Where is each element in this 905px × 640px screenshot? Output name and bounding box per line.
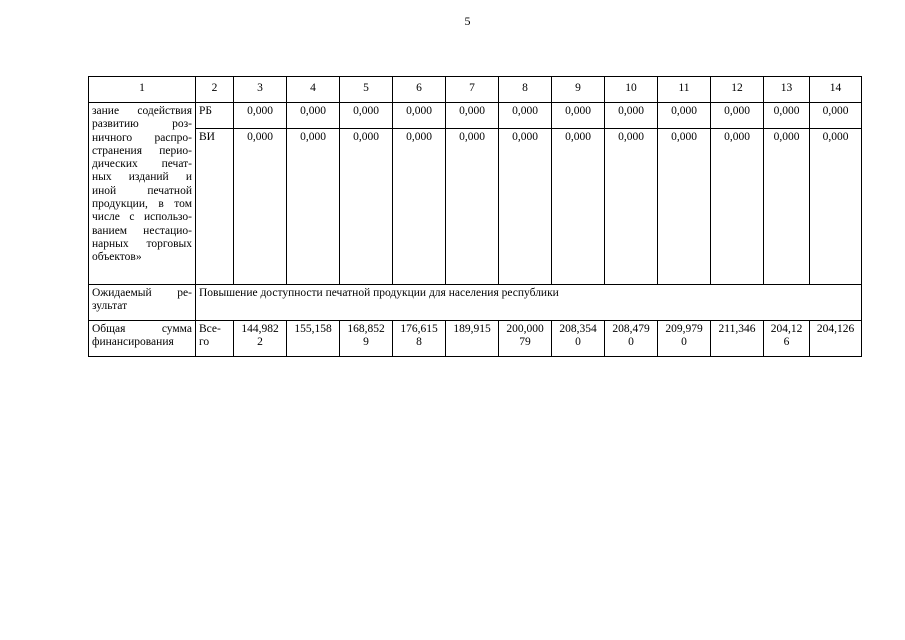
text-line: 209,979 <box>665 323 703 335</box>
rb-value-cell: 0,000 <box>340 103 393 129</box>
text-line: дических печат- <box>92 158 192 171</box>
rb-value-cell: 0,000 <box>810 103 862 129</box>
total-value-cell <box>764 321 810 357</box>
total-value-cell <box>393 321 446 357</box>
rb-value-cell: 0,000 <box>658 103 711 129</box>
source-vi: ВИ <box>196 129 234 285</box>
text-line: 9 <box>363 336 369 349</box>
vi-value-cell: 0,000 <box>340 129 393 285</box>
vi-value-cell: 0,000 <box>393 129 446 285</box>
vi-value-cell: 0,000 <box>234 129 287 285</box>
text-line: 0 <box>628 336 634 349</box>
rb-value-cell: 0,000 <box>764 103 810 129</box>
text-line: продукции, в том <box>92 198 192 211</box>
table-row-result <box>89 285 862 321</box>
text-line: го <box>199 336 210 349</box>
text-line: странения перио- <box>92 144 192 157</box>
support-name-cell <box>89 103 196 285</box>
total-value-cell <box>287 321 340 357</box>
text-line: 200,000 <box>506 323 544 335</box>
vi-value-cell: 0,000 <box>499 129 552 285</box>
total-value-cell <box>658 321 711 357</box>
text-line: 208,479 <box>612 323 650 335</box>
rb-value-cell: 0,000 <box>446 103 499 129</box>
rb-value-cell: 0,000 <box>234 103 287 129</box>
total-value-cell <box>810 321 862 357</box>
vi-value-cell: 0,000 <box>552 129 605 285</box>
text-line: ванием нестацио- <box>92 224 192 237</box>
text-line: 0 <box>681 336 687 349</box>
text-line: 189,915 <box>453 323 491 335</box>
text-line: 144,982 <box>241 323 279 335</box>
table-row-rb <box>89 103 862 129</box>
text-line: 2 <box>257 336 263 349</box>
text-line: Общая сумма <box>92 323 192 335</box>
rb-value-cell: 0,000 <box>393 103 446 129</box>
header-cell-5: 5 <box>340 77 393 103</box>
rb-value-cell: 0,000 <box>499 103 552 129</box>
text-line: 204,12 <box>770 323 803 335</box>
text-line: зание содействия <box>92 105 192 117</box>
header-cell-6: 6 <box>393 77 446 103</box>
text-line: 211,346 <box>718 323 756 335</box>
source-rb: РБ <box>196 103 234 129</box>
text-line: 6 <box>783 336 790 349</box>
text-line: числе с использо- <box>92 211 192 224</box>
header-cell-4: 4 <box>287 77 340 103</box>
text-line: Все- <box>199 323 221 335</box>
rb-value-cell: 0,000 <box>605 103 658 129</box>
header-cell-7: 7 <box>446 77 499 103</box>
table-row-total <box>89 321 862 357</box>
text-line: 155,158 <box>294 323 332 335</box>
header-row <box>89 77 862 103</box>
vi-value-cell: 0,000 <box>711 129 764 285</box>
text-line: Ожидаемый ре- <box>92 287 192 299</box>
text-line: 8 <box>416 336 422 349</box>
header-cell-1: 1 <box>89 77 196 103</box>
header-cell-3: 3 <box>234 77 287 103</box>
vi-value-cell: 0,000 <box>810 129 862 285</box>
header-cell-11: 11 <box>658 77 711 103</box>
header-cell-14: 14 <box>810 77 862 103</box>
total-value-cell <box>552 321 605 357</box>
text-line: 176,615 <box>400 323 438 335</box>
header-cell-9: 9 <box>552 77 605 103</box>
header-cell-10: 10 <box>605 77 658 103</box>
vi-value-cell: 0,000 <box>605 129 658 285</box>
table-row-vi <box>89 129 862 285</box>
total-name-cell <box>89 321 196 357</box>
total-value-cell <box>711 321 764 357</box>
total-value-cell <box>499 321 552 357</box>
text-line: ничного распро- <box>92 131 192 144</box>
text-line: 208,354 <box>559 323 597 335</box>
text-line: иной печатной <box>92 184 192 197</box>
source-total <box>196 321 234 357</box>
vi-value-cell: 0,000 <box>446 129 499 285</box>
text-line: 79 <box>519 336 531 349</box>
header-cell-12: 12 <box>711 77 764 103</box>
vi-value-cell: 0,000 <box>658 129 711 285</box>
header-cell-8: 8 <box>499 77 552 103</box>
rb-value-cell: 0,000 <box>711 103 764 129</box>
vi-value-cell: 0,000 <box>287 129 340 285</box>
header-cell-13: 13 <box>764 77 810 103</box>
text-line: 204,126 <box>816 323 855 335</box>
total-value-cell <box>605 321 658 357</box>
vi-value-cell: 0,000 <box>764 129 810 285</box>
text-line: финансирования <box>92 336 174 349</box>
text-line: 0 <box>575 336 581 349</box>
total-value-cell <box>234 321 287 357</box>
page-number: 5 <box>464 14 471 28</box>
text-line: объектов» <box>92 251 142 264</box>
financing-table <box>88 76 862 357</box>
text-line: 168,852 <box>347 323 385 335</box>
text-line: зультат <box>92 300 128 313</box>
header-cell-2: 2 <box>196 77 234 103</box>
text-line: ных изданий и <box>92 171 192 184</box>
rb-value-cell: 0,000 <box>552 103 605 129</box>
rb-value-cell: 0,000 <box>287 103 340 129</box>
result-text: Повышение доступности печатной продукции для населения республики <box>196 285 862 321</box>
text-line: нарных торговых <box>92 237 192 250</box>
total-value-cell <box>446 321 499 357</box>
text-line: развитию роз- <box>92 118 192 131</box>
total-value-cell <box>340 321 393 357</box>
result-name-cell <box>89 285 196 321</box>
